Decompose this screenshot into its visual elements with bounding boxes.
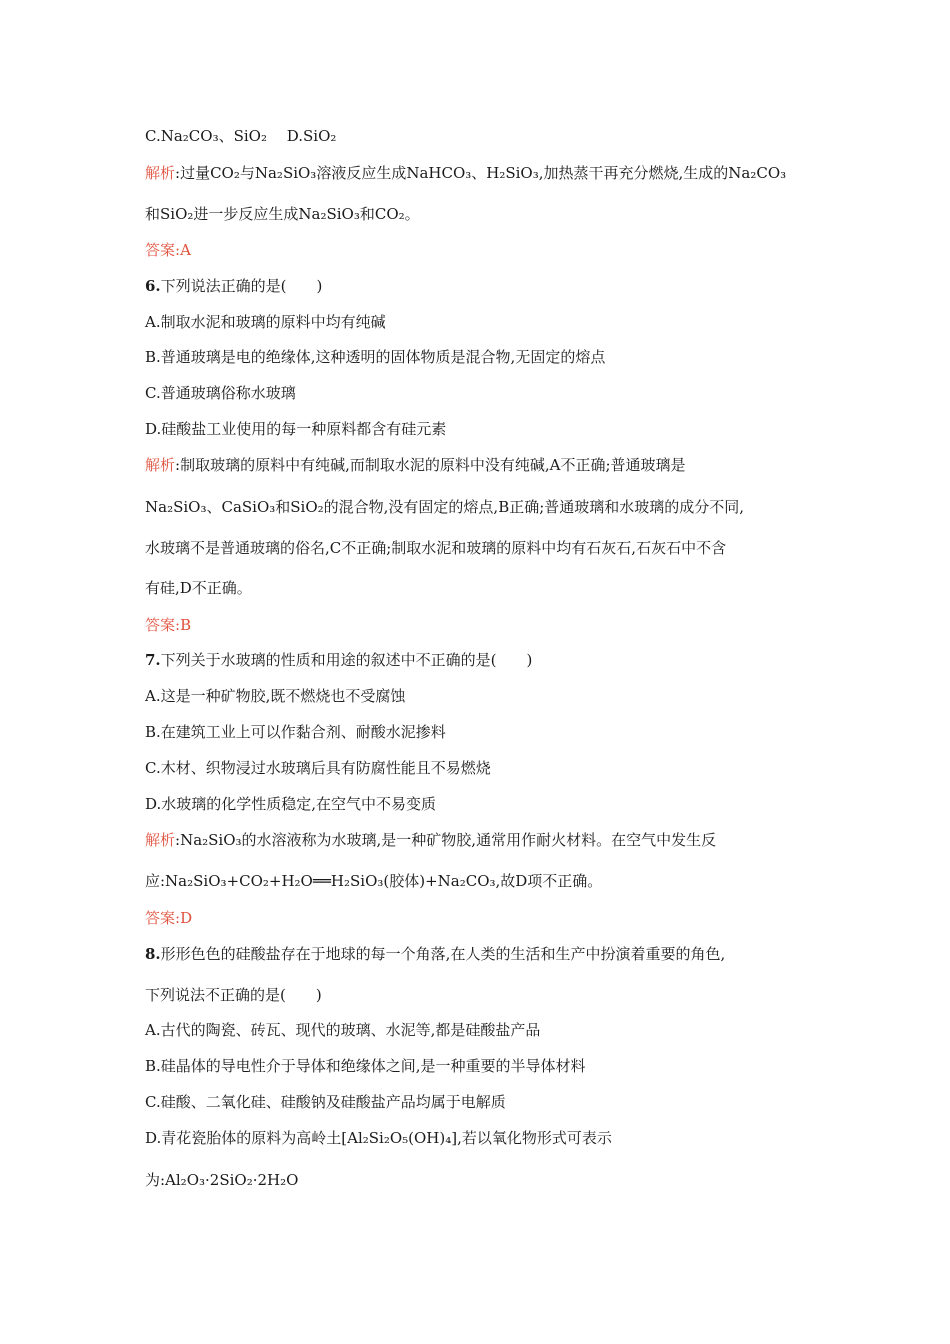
question-text: 形形色色的硅酸盐存在于地球的每一个角落,在人类的生活和生产中扮演着重要的角色, bbox=[160, 945, 726, 963]
question-text: 下列说法正确的是( ) bbox=[160, 277, 323, 295]
q8-stem-line-2: 下列说法不正确的是( ) bbox=[145, 986, 322, 1004]
analysis-label: 解析 bbox=[145, 456, 176, 474]
q6-analysis-line-2: Na₂SiO₃、CaSiO₃和SiO₂的混合物,没有固定的熔点,B正确;普通玻璃和水玻璃的成分不同, bbox=[145, 498, 745, 516]
q8-option-c: C.硅酸、二氧化硅、硅酸钠及硅酸盐产品均属于电解质 bbox=[145, 1093, 506, 1111]
answer-value: :A bbox=[175, 241, 191, 259]
answer-value: :D bbox=[175, 909, 193, 927]
q6-option-d: D.硅酸盐工业使用的每一种原料都含有硅元素 bbox=[145, 420, 447, 438]
q8-option-d-line-1: D.青花瓷胎体的原料为高岭土[Al₂Si₂O₅(OH)₄],若以氧化物形式可表示 bbox=[145, 1129, 612, 1147]
analysis-label: 解析 bbox=[145, 831, 176, 849]
q6-option-b: B.普通玻璃是电的绝缘体,这种透明的固体物质是混合物,无固定的熔点 bbox=[145, 348, 606, 366]
q5-analysis-line-2: 和SiO₂进一步反应生成Na₂SiO₃和CO₂。 bbox=[145, 205, 420, 223]
q5-options-cd: C.Na₂CO₃、SiO₂ D.SiO₂ bbox=[145, 127, 337, 145]
answer-label: 答案 bbox=[145, 909, 176, 927]
analysis-text: :Na₂SiO₃的水溶液称为水玻璃,是一种矿物胶,通常用作耐火材料。在空气中发生反 bbox=[175, 831, 717, 849]
analysis-text: :过量CO₂与Na₂SiO₃溶液反应生成NaHCO₃、H₂SiO₃,加热蒸干再充分燃烧,生成的Na₂CO₃ bbox=[175, 164, 787, 182]
analysis-label: 解析 bbox=[145, 164, 176, 182]
question-number: 8. bbox=[145, 945, 161, 963]
q5-analysis-line-1 bbox=[145, 163, 786, 183]
answer-value: :B bbox=[175, 616, 192, 634]
q6-stem bbox=[145, 276, 322, 296]
question-number: 6. bbox=[145, 277, 161, 295]
q8-stem-line-1 bbox=[145, 944, 725, 964]
q6-option-c: C.普通玻璃俗称水玻璃 bbox=[145, 384, 296, 402]
q8-option-b: B.硅晶体的导电性介于导体和绝缘体之间,是一种重要的半导体材料 bbox=[145, 1057, 586, 1075]
answer-label: 答案 bbox=[145, 241, 176, 259]
q5-answer bbox=[145, 240, 191, 260]
q7-answer bbox=[145, 908, 192, 928]
q8-option-a: A.古代的陶瓷、砖瓦、现代的玻璃、水泥等,都是硅酸盐产品 bbox=[145, 1021, 541, 1039]
q7-stem bbox=[145, 650, 532, 670]
q7-option-d: D.水玻璃的化学性质稳定,在空气中不易变质 bbox=[145, 795, 437, 813]
q6-analysis-line-3: 水玻璃不是普通玻璃的俗名,C不正确;制取水泥和玻璃的原料中均有石灰石,石灰石中不含 bbox=[145, 539, 727, 557]
analysis-text: :制取玻璃的原料中有纯碱,而制取水泥的原料中没有纯碱,A不正确;普通玻璃是 bbox=[175, 456, 686, 474]
q6-answer bbox=[145, 615, 191, 635]
q7-option-c: C.木材、织物浸过水玻璃后具有防腐性能且不易燃烧 bbox=[145, 759, 491, 777]
question-text: 下列关于水玻璃的性质和用途的叙述中不正确的是( ) bbox=[160, 651, 533, 669]
q6-analysis-line-4: 有硅,D不正确。 bbox=[145, 579, 252, 597]
answer-label: 答案 bbox=[145, 616, 176, 634]
q7-analysis-line-1 bbox=[145, 830, 716, 850]
q6-analysis-line-1 bbox=[145, 455, 686, 475]
question-number: 7. bbox=[145, 651, 161, 669]
q7-option-a: A.这是一种矿物胶,既不燃烧也不受腐蚀 bbox=[145, 687, 406, 705]
q8-option-d-line-2: 为:Al₂O₃·2SiO₂·2H₂O bbox=[145, 1171, 299, 1189]
q6-option-a: A.制取水泥和玻璃的原料中均有纯碱 bbox=[145, 313, 386, 331]
q7-analysis-line-2: 应:Na₂SiO₃+CO₂+H₂O══H₂SiO₃(胶体)+Na₂CO₃,故D项不正确。 bbox=[145, 872, 603, 890]
q7-option-b: B.在建筑工业上可以作黏合剂、耐酸水泥掺料 bbox=[145, 723, 446, 741]
